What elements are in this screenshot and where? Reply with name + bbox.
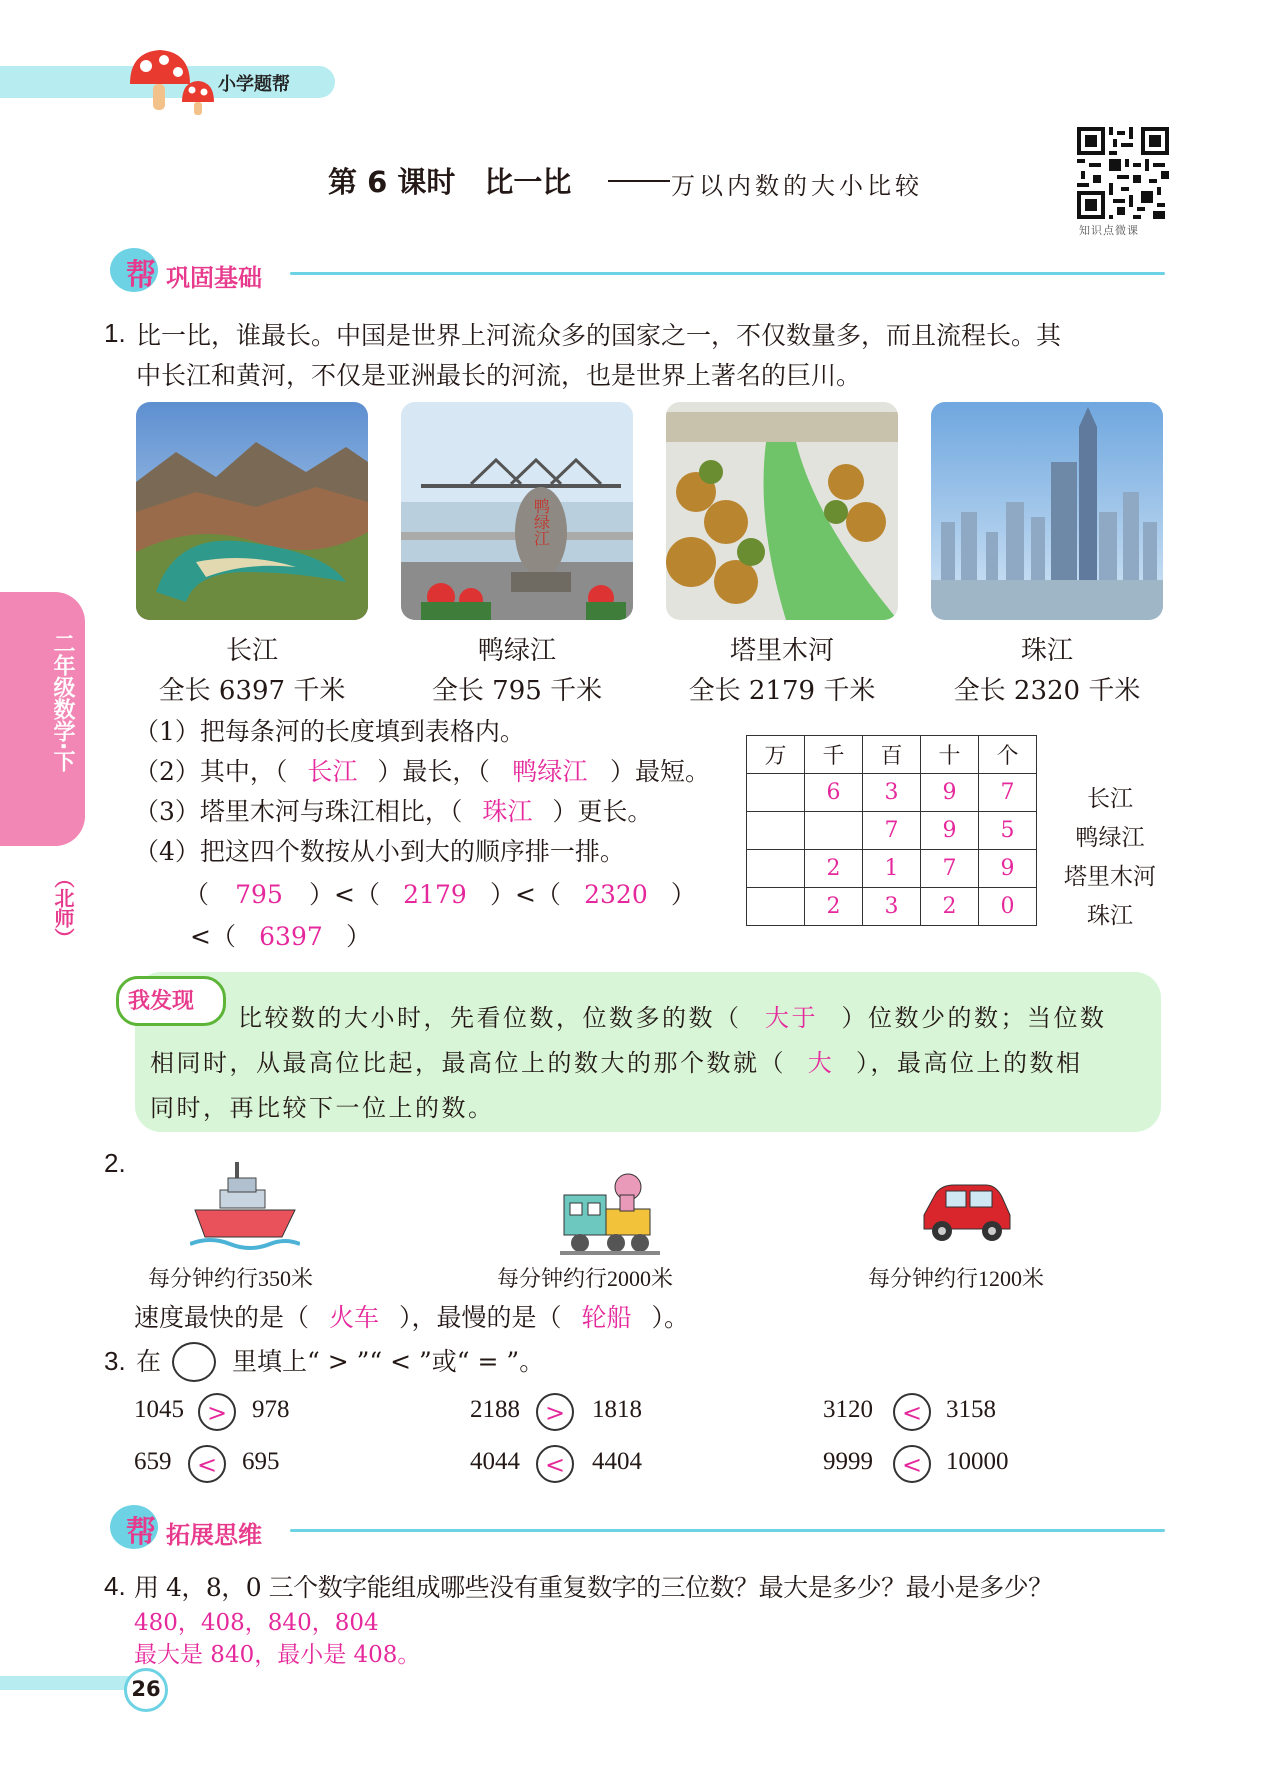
section-bang: 帮 [126, 1515, 156, 1550]
pearl-river-photo [931, 402, 1163, 620]
table-cell[interactable]: 7 [863, 812, 921, 850]
answer-slowest[interactable]: 轮船 [581, 1303, 632, 1332]
car-speed: 每分钟约行1200米 [868, 1266, 1045, 1291]
question-text: 比一比，谁最长。中国是世界上河流众多的国家之一，不仅数量多，而且流程长。其 [136, 321, 1062, 350]
answer-longest[interactable]: 长江 [307, 757, 358, 786]
table-cell[interactable]: 2 [921, 888, 979, 926]
table-header: 百 [863, 736, 921, 774]
table-header: 个 [979, 736, 1037, 774]
table-cell[interactable]: 9 [921, 774, 979, 812]
compare-right: 695 [242, 1448, 280, 1475]
compare-left: 4044 [470, 1448, 520, 1475]
stone-inscription: 鸭绿江 [531, 498, 551, 546]
qr-caption: 知识点微课 [1079, 224, 1139, 237]
table-cell[interactable] [747, 850, 805, 888]
river-name: 长江 [225, 636, 278, 666]
sub-question-3: （3）塔里木河与珠江相比，（ 珠江 ）更长。 [134, 792, 652, 832]
sub-question-4: （4）把这四个数按从小到大的顺序排一排。 [134, 837, 625, 866]
compare-circle[interactable]: < [536, 1445, 574, 1483]
speed-answer-line: 速度最快的是（ 火车 ），最慢的是（ 轮船 ）。 [134, 1298, 689, 1338]
question-number: 1. [104, 318, 126, 348]
order-line-2: <（ 6397 ） [190, 917, 371, 957]
sub-question-1: （1）把每条河的长度填到表格内。 [134, 717, 525, 746]
compare-left: 659 [134, 1448, 172, 1475]
qr-code-icon[interactable] [1077, 127, 1169, 219]
table-cell[interactable] [747, 888, 805, 926]
lesson-title: 第 6 课时 比一比 [328, 165, 572, 199]
river-length: 全长 2320 千米 [953, 676, 1141, 706]
ship-icon [190, 1152, 300, 1262]
table-cell[interactable]: 0 [979, 888, 1037, 926]
compare-circle[interactable]: < [188, 1445, 226, 1483]
compare-right: 1818 [592, 1396, 642, 1423]
answer-longer[interactable]: 珠江 [482, 797, 533, 826]
compare-left: 3120 [823, 1396, 873, 1423]
river-name: 珠江 [1020, 636, 1073, 666]
answer-max-min[interactable]: 最大是 840，最小是 408。 [134, 1642, 421, 1668]
compare-circle[interactable]: > [198, 1393, 236, 1431]
table-cell[interactable] [747, 774, 805, 812]
table-row-label: 长江 [1087, 786, 1133, 812]
question-text: 用 4，8，0 三个数字能组成哪些没有重复数字的三位数？最大是多少？最小是多少？ [134, 1573, 1053, 1602]
table-row-label: 鸭绿江 [1075, 825, 1145, 851]
edition-label: （北师） [51, 868, 75, 948]
train-icon [560, 1165, 660, 1261]
discovery-line-1: 比较数的大小时，先看位数，位数多的数（ 大于 ）位数少的数；当位数 [238, 998, 1107, 1033]
compare-circle[interactable]: < [893, 1445, 931, 1483]
section-bang: 帮 [126, 258, 156, 293]
ship-speed: 每分钟约行350米 [148, 1266, 314, 1291]
car-icon [918, 1175, 1014, 1245]
table-cell[interactable] [747, 812, 805, 850]
answer-greater[interactable]: 大于 [765, 1004, 818, 1032]
compare-circle[interactable]: > [536, 1393, 574, 1431]
section-title-extend: 拓展思维 [166, 1521, 262, 1549]
question-text: 在 [136, 1347, 162, 1376]
compare-right: 3158 [946, 1396, 996, 1423]
answer-shortest[interactable]: 鸭绿江 [512, 757, 588, 786]
answer-bigger[interactable]: 大 [807, 1049, 835, 1077]
section-divider [290, 1529, 1165, 1532]
compare-right: 10000 [946, 1448, 1009, 1475]
question-number: 3. [104, 1346, 126, 1376]
river-length: 全长 2179 千米 [688, 676, 876, 706]
grade-label: 二年级数学·下 [50, 632, 75, 773]
compare-right: 4404 [592, 1448, 642, 1475]
table-cell[interactable]: 1 [863, 850, 921, 888]
place-value-table [746, 735, 1037, 926]
table-row-label: 珠江 [1087, 903, 1133, 929]
table-cell[interactable]: 9 [979, 850, 1037, 888]
yalu-river-photo [401, 402, 633, 620]
table-cell[interactable]: 7 [921, 850, 979, 888]
order-answer[interactable]: 2320 [584, 880, 648, 909]
table-row-label: 塔里木河 [1064, 864, 1156, 890]
river-length: 全长 6397 千米 [158, 676, 346, 706]
mushroom-logo-icon [120, 44, 220, 116]
sub-question-2: （2）其中，（ 长江 ）最长，（ 鸭绿江 ）最短。 [134, 752, 710, 792]
section-divider [290, 272, 1165, 275]
brand-name: 小学题帮 [218, 74, 290, 95]
discovery-line-3: 同时，再比较下一位上的数。 [150, 1094, 495, 1122]
tarim-river-photo [666, 402, 898, 620]
title-dash [608, 180, 670, 182]
table-cell[interactable]: 2 [805, 850, 863, 888]
order-answer[interactable]: 2179 [403, 880, 467, 909]
river-name: 鸭绿江 [477, 636, 556, 666]
compare-right: 978 [252, 1396, 290, 1423]
order-line-1: （ 795 ）<（ 2179 ）<（ 2320 ） [184, 875, 696, 915]
answer-numbers[interactable]: 480，408，840，804 [134, 1610, 379, 1636]
compare-left: 2188 [470, 1396, 520, 1423]
blank-circle-icon [172, 1342, 216, 1382]
compare-left: 1045 [134, 1396, 184, 1423]
compare-circle[interactable]: < [893, 1393, 931, 1431]
section-title-basic: 巩固基础 [166, 264, 262, 292]
footer-bar [0, 1676, 140, 1690]
table-header: 千 [805, 736, 863, 774]
compare-left: 9999 [823, 1448, 873, 1475]
question-number: 4. [104, 1571, 126, 1601]
table-cell[interactable]: 2 [805, 888, 863, 926]
question-number: 2. [104, 1148, 126, 1178]
question-text: 里填上“ > ”“ < ”或“ = ”。 [232, 1347, 545, 1376]
river-name: 塔里木河 [729, 636, 834, 666]
table-cell[interactable] [805, 812, 863, 850]
table-cell[interactable]: 6 [805, 774, 863, 812]
discovery-badge-label: 我发现 [128, 989, 195, 1014]
train-speed: 每分钟约行2000米 [497, 1266, 674, 1291]
table-cell[interactable]: 3 [863, 774, 921, 812]
table-cell[interactable]: 5 [979, 812, 1037, 850]
river-length: 全长 795 千米 [431, 676, 603, 706]
table-header: 十 [921, 736, 979, 774]
answer-fastest[interactable]: 火车 [329, 1303, 380, 1332]
lesson-subtitle: 万以内数的大小比较 [671, 172, 923, 200]
yangtze-river-photo [136, 402, 368, 620]
table-cell[interactable]: 7 [979, 774, 1037, 812]
discovery-line-2: 相同时，从最高位比起，最高位上的数大的那个数就（ 大 ），最高位上的数相 [150, 1043, 1083, 1078]
question-text: 中长江和黄河，不仅是亚洲最长的河流，也是世界上著名的巨川。 [136, 361, 862, 390]
order-answer[interactable]: 795 [235, 880, 283, 909]
table-cell[interactable]: 9 [921, 812, 979, 850]
page-number: 26 [131, 1677, 161, 1701]
order-answer[interactable]: 6397 [259, 922, 323, 951]
table-header: 万 [747, 736, 805, 774]
table-cell[interactable]: 3 [863, 888, 921, 926]
